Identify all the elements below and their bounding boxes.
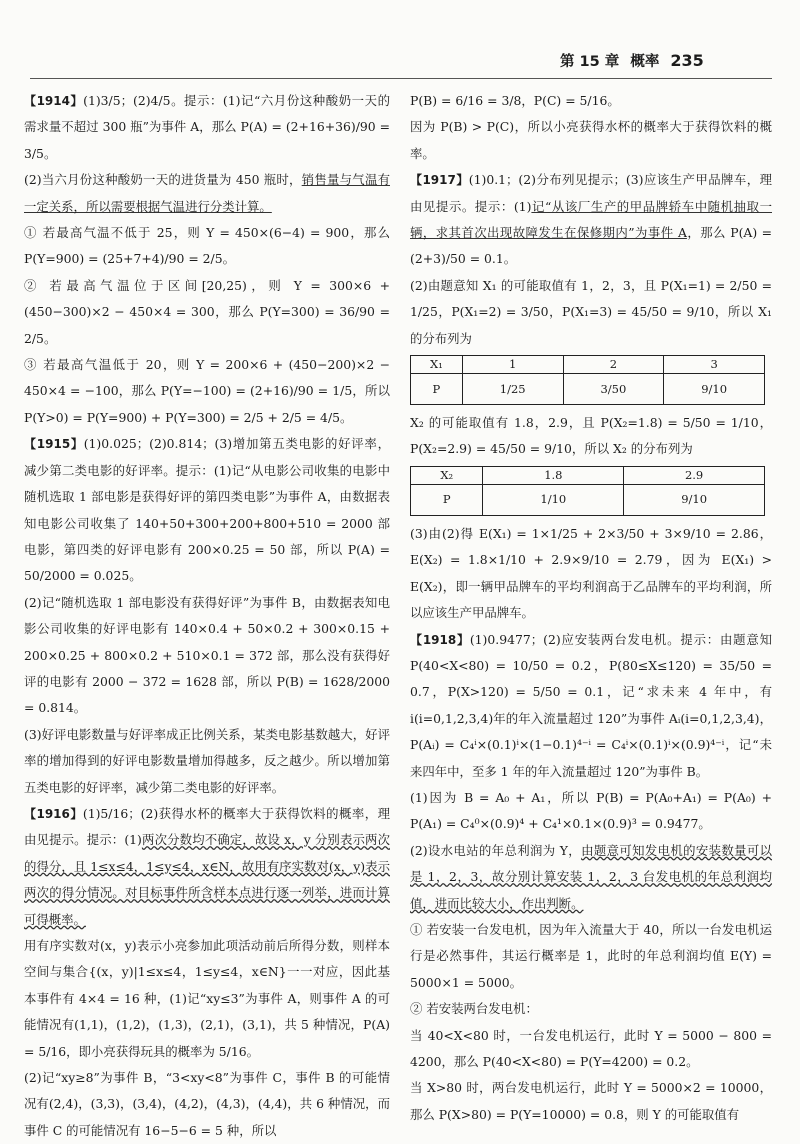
- paragraph: [24, 1065, 390, 1144]
- paragraph: [410, 88, 772, 114]
- problem-id: 【1917】: [410, 173, 469, 188]
- paragraph-text: (2)记“随机选取 1 部电影没有获得好评”为事件 B，由数据表知电影公司收集的好评电影有 140×0.4 + 50×0.2 + 300×0.15 + 200×0.25 + 800×0.2 + 510×0.1 = 372 部，那么没有获得好评的电影有 2000 − 372 = 1628 部，所以 P(B) = 1628/2000 = 0.814。: [24, 594, 390, 716]
- paragraph-text: (2)由题意知 X₁ 的可能取值有 1，2，3，且 P(X₁=1) = 2/50 = 1/25，P(X₁=2) = 3/50，P(X₁=3) = 45/50 = 9/10，所以 X₁ 的分布列为: [410, 277, 772, 346]
- problem-id: 【1915】: [24, 437, 84, 452]
- paragraph-text: (1)0.025；(2)0.814；(3)增加第五类电影的好评率，减少第二类电影的好评率。提示：(1)记“从电影公司收集的电影中随机选取 1 部电影是获得好评的第四类电影”为事件 A，由数据表知电影公司收集了 140+50+300+200+800+510 = 2000 部电影，第四类的好评电影有 200×0.25 = 50 部，所以 P(A) = 50/2000 = 0.025。: [24, 436, 390, 584]
- table-header-row: [411, 466, 765, 484]
- paragraph-text: ③ 若最高气温低于 20，则 Y = 200×6 + (450−200)×2 − 450×4 = −100，那么 P(Y=−100) = (2+16)/90 = 1/5，所以 P(Y>0) = P(Y=900) + P(Y=300) = 2/5 + 2/5 = 4/5。: [24, 357, 390, 425]
- left-column: [24, 88, 390, 1144]
- paragraph: [24, 590, 390, 722]
- wavy-underlined-text: 两次分数均不确定，故设 x，y 分别表示两次的得分，且 1≤x≤4，1≤y≤4，x∈N，故用有序实数对(x，y)表示两次的得分情况。对目标事件所含样本点进行逐一列举，进而计算可得概率。: [24, 832, 390, 927]
- paragraph: [24, 722, 390, 801]
- wavy-underlined-text: 由题意可知发电机的安装数量可以是 1，2，3，故分别计算安装 1，2，3 台发电机的年总利润均值，进而比较大小，作出判断。: [410, 842, 773, 911]
- paragraph-text: 用有序实数对(x，y)表示小亮参加此项活动前后所得分数，则样本空间与集合{(x，y)|1≤x≤4，1≤y≤4，x∈N}一一对应，因此基本事件有 4×4 = 16 种，(1)记“xy≤3”为事件 A，则事件 A 的可能情况有(1,1)，(1,2)，(1,3)，(2,1)，(3,1)，共 5 种情况，P(A) = 5/16，即小亮获得玩具的概率为 5/16。: [24, 938, 390, 1059]
- paragraph-text: X₂ 的可能取值有 1.8，2.9，且 P(X₂=1.8) = 5/50 = 1/10，P(X₂=2.9) = 45/50 = 9/10，所以 X₂ 的分布列为: [410, 415, 772, 457]
- paragraph: [410, 410, 772, 463]
- table-cell: 1: [462, 356, 563, 374]
- paragraph: [410, 521, 772, 627]
- paragraph-text: (1)0.1；(2)分布列见提示；(3)应该生产甲品牌车，理由见提示。提示：(1): [410, 172, 772, 214]
- paragraph-text: ② 若安装两台发电机：: [410, 1001, 538, 1017]
- paragraph: [410, 996, 772, 1022]
- distribution-table-x1: [410, 355, 765, 405]
- paragraph: [410, 785, 772, 838]
- table-cell: P: [411, 374, 463, 405]
- problem-1917: [410, 167, 772, 273]
- problem-1915: [24, 431, 390, 589]
- table-cell: X₂: [411, 466, 483, 484]
- problem-1914: [24, 88, 390, 167]
- problem-id: 【1914】: [24, 94, 84, 108]
- problem-id: 【1918】: [410, 632, 470, 647]
- section-label: 概率: [630, 54, 660, 70]
- paragraph-text: ，那么 P(A) = (2+3)/50 = 0.1。: [410, 225, 772, 267]
- paragraph-text: (3)好评电影数量与好评率成正比例关系，某类电影基数越大，好评率的增加得到的好评电影数量增加得越多，反之越少。所以增加第五类电影的好评率，减少第二类电影的好评率。: [24, 726, 390, 795]
- paragraph: [24, 933, 390, 1065]
- paragraph-text: 因为 P(B) > P(C)，所以小亮获得水杯的概率大于获得饮料的概率。: [410, 119, 772, 161]
- table-cell: 1/25: [462, 374, 563, 405]
- table-cell: 3/50: [563, 374, 664, 405]
- paragraph-text: ① 若安装一台发电机，因为年入流量大于 40，所以一台发电机运行是必然事件，其运行概率是 1，此时的年总利润均值 E(Y) = 5000×1 = 5000。: [410, 921, 772, 990]
- underlined-text: 销售量与气温有一定关系，所以需要根据气温进行分类计算。: [24, 172, 390, 214]
- paragraph: [24, 220, 390, 273]
- problem-1916: [24, 801, 390, 933]
- table-row: [411, 484, 765, 515]
- paragraph-text: (1)5/16；(2)获得水杯的概率大于获得饮料的概率，理由见提示。提示：(1): [24, 805, 390, 848]
- paragraph-text: (1)0.9477；(2)应安装两台发电机。提示：由题意知 P(40<X<80) = 10/50 = 0.2，P(80≤X≤120) = 35/50 = 0.7，P(X>120) = 5/50 = 0.1，记“求未来 4 年中，有 i(i=0,1,2,3,4)年的年入流量超过 120”为事件 Aᵢ(i=0,1,2,3,4)，P(Aᵢ) = C₄ⁱ×(0.1)ⁱ×(1−0.1)⁴⁻ⁱ = C₄ⁱ×(0.1)ⁱ×(0.9)⁴⁻ⁱ，记“未来四年中，至多 1 年的年入流量超过 120”为事件 B。: [410, 631, 772, 779]
- paragraph: [410, 273, 772, 352]
- paragraph: [410, 838, 772, 917]
- paragraph-text: (2)当六月份这种酸奶一天的进货量为 450 瓶时，: [24, 172, 302, 188]
- paragraph-text: ① 若最高气温不低于 25，则 Y = 450×(6−4) = 900，那么 P(Y=900) = (25+7+4)/90 = 2/5。: [24, 225, 390, 267]
- table-cell: 9/10: [624, 484, 765, 515]
- distribution-table-x2: [410, 466, 765, 516]
- paragraph: [410, 1075, 772, 1128]
- table-cell: 3: [664, 356, 765, 374]
- paragraph: [410, 114, 772, 167]
- paragraph-text: (1)因为 B = A₀ + A₁，所以 P(B) = P(A₀+A₁) = P(A₀) + P(A₁) = C₄⁰×(0.9)⁴ + C₄¹×0.1×(0.9)³ = 0.9477。: [410, 789, 772, 832]
- page-header: [560, 50, 770, 71]
- table-header-row: [411, 356, 765, 374]
- problem-1918: [410, 627, 772, 785]
- problem-id: 【1916】: [24, 806, 83, 821]
- paragraph: [410, 917, 772, 996]
- table-cell: X₁: [411, 356, 463, 374]
- paragraph-text: 当 X>80 时，两台发电机运行，此时 Y = 5000×2 = 10000，那么 P(X>80) = P(Y=10000) = 0.8，则 Y 的可能取值有: [410, 1080, 772, 1122]
- table-cell: 9/10: [664, 374, 765, 405]
- paragraph: [24, 352, 390, 431]
- page-number: 235: [670, 51, 704, 70]
- right-column: [410, 88, 772, 1128]
- table-cell: P: [411, 484, 483, 515]
- table-cell: 2: [563, 356, 664, 374]
- paragraph-text: (3)由(2)得 E(X₁) = 1×1/25 + 2×3/50 + 3×9/10 = 2.86，E(X₂) = 1.8×1/10 + 2.9×9/10 = 2.79，因为 E(X₁) > E(X₂)，即一辆甲品牌车的平均利润高于乙品牌车的平均利润，所以应该生产甲品牌车。: [410, 525, 772, 621]
- chapter-label: 第 15 章: [560, 54, 620, 70]
- header-rule: [30, 78, 772, 79]
- paragraph-text: 当 40<X<80 时，一台发电机运行，此时 Y = 5000 − 800 = 4200，那么 P(40<X<80) = P(Y=4200) = 0.2。: [410, 1027, 772, 1069]
- paragraph-text: (2)设水电站的年总利润为 Y，: [410, 842, 582, 858]
- paragraph: [410, 1023, 772, 1076]
- table-row: [411, 374, 765, 405]
- paragraph-text: ② 若最高气温位于区间[20,25)，则 Y = 300×6 + (450−300)×2 − 450×4 = 300，那么 P(Y=300) = 36/90 = 2/5。: [24, 277, 390, 346]
- paragraph-text: P(B) = 6/16 = 3/8，P(C) = 5/16。: [410, 93, 620, 108]
- paragraph-text: (2)记“xy≥8”为事件 B，“3<xy<8”为事件 C，事件 B 的可能情况有(2,4)，(3,3)，(3,4)，(4,2)，(4,3)，(4,4)，共 6 种情况，而事件 C 的可能情况有 16−5−6 = 5 种，所以: [24, 1070, 390, 1138]
- table-cell: 1/10: [483, 484, 624, 515]
- paragraph: [24, 273, 390, 352]
- paragraph: [24, 167, 390, 220]
- paragraph-text: (1)3/5；(2)4/5。提示：(1)记“六月份这种酸奶一天的需求量不超过 300 瓶”为事件 A，那么 P(A) = (2+16+36)/90 = 3/5。: [24, 93, 390, 161]
- underlined-text: 记“从该厂生产的甲品牌轿车中随机抽取一辆，求其首次出现故障发生在保修期内”为事件 A: [410, 198, 772, 241]
- table-cell: 1.8: [483, 466, 624, 484]
- table-cell: 2.9: [624, 466, 765, 484]
